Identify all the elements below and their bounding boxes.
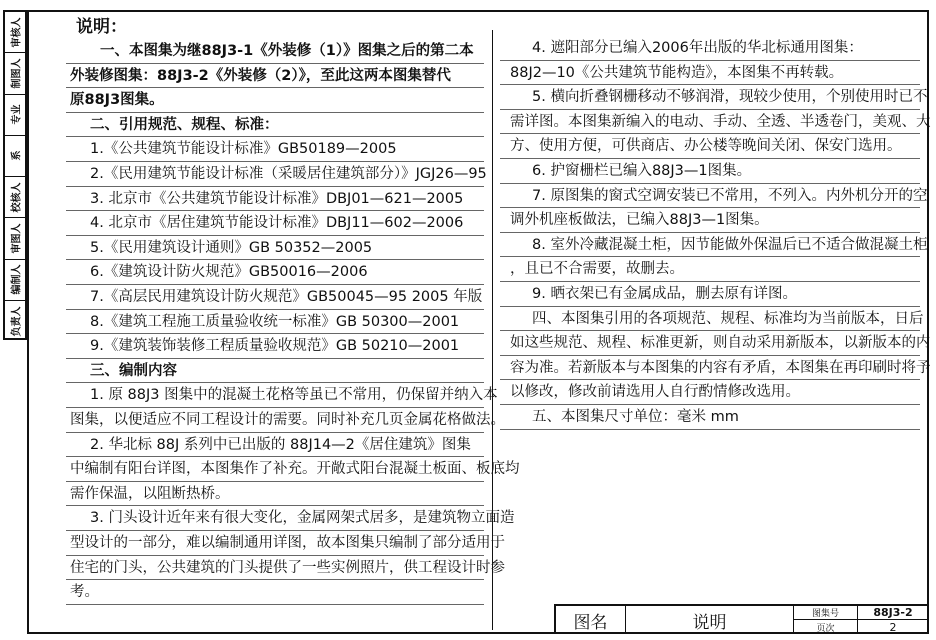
- text-line: 8.《建筑工程施工质量验收统一标准》GB 50300—2001: [90, 313, 460, 330]
- text-line: 型设计的一部分，难以编制通用详图，故本图集只编制了部分适用于: [70, 535, 505, 551]
- sidebar-cell: [5, 136, 25, 177]
- ruled-line: [500, 281, 920, 282]
- page-value: 2: [889, 620, 897, 634]
- text-line: 6.《建筑设计防火规范》GB50016—2006: [90, 264, 368, 281]
- ruled-line: [66, 112, 484, 113]
- ruled-line: [500, 306, 920, 307]
- ruled-line: [500, 379, 920, 380]
- text-line: 7. 原图集的窗式空调安装已不常用，不列入。内外机分开的空: [532, 187, 928, 204]
- ruled-line: [500, 330, 920, 331]
- text-line: 需详图。本图集新编入的电动、手动、全透、半透卷门，美观、大: [510, 113, 931, 130]
- ruled-line: [500, 84, 920, 85]
- ruled-line: [500, 133, 920, 134]
- sidebar-label: 制图人: [11, 58, 23, 89]
- text-line: 容为准。若新版本与本图集的内容有矛盾，本图集在再印刷时将予: [510, 359, 931, 376]
- sidebar-label: 编制人: [11, 264, 23, 295]
- title-heading: 说明：: [76, 17, 127, 37]
- text-line: 调外机座板做法，已编入88J3—1图集。: [510, 212, 769, 229]
- text-line: 9.《建筑装饰装修工程质量验收规范》GB 50210—2001: [90, 338, 460, 355]
- text-line: 方、使用方便，可供商店、办公楼等晚间关闭、保安门选用。: [510, 138, 902, 155]
- ruled-line: [500, 232, 920, 233]
- text-line: 2.《民用建筑节能设计标准（采暖居住建筑部分）》JGJ26—95: [90, 166, 487, 182]
- ruled-line: [66, 309, 484, 310]
- ruled-line: [500, 60, 920, 61]
- text-line: 如这些规范、规程、标准更新，则自动采用新版本，以新版本的内: [510, 335, 931, 352]
- ruled-line: [500, 404, 920, 405]
- text-line: 一、本图集为继88J3-1《外装修（1）》图集之后的第二本: [100, 43, 474, 59]
- sidebar-label: 专业: [11, 104, 23, 125]
- text-line: 4. 北京市《居住建筑节能设计标准》DBJ11—602—2006: [90, 215, 464, 232]
- sidebar-cell: [5, 260, 25, 301]
- ruled-line: [500, 109, 920, 110]
- title-text: 说明: [76, 17, 110, 37]
- text-line: 8. 室外冷藏混凝土柜，因节能做外保温后已不适合做混凝土柜: [532, 236, 928, 253]
- text-line: 9. 晒衣架已有金属成品，删去原有详图。: [532, 286, 797, 302]
- ruled-line: [500, 355, 920, 356]
- text-line: 4. 遮阳部分已编入2006年出版的华北标通用图集：: [532, 40, 863, 56]
- ruled-line: [500, 429, 920, 430]
- text-line: 6. 护窗栅栏已编入88J3—1图集。: [532, 163, 752, 179]
- ruled-line: [66, 186, 484, 187]
- ruled-line: [66, 407, 484, 408]
- ruled-line: [66, 235, 484, 236]
- text-line: 二、引用规范、规程、标准：: [90, 116, 279, 133]
- text-line: 外装修图集：88J3-2《外装修（2）》，至此这两本图集替代: [70, 67, 451, 84]
- ruled-line: [66, 358, 484, 359]
- sidebar-label: 负责人: [11, 306, 23, 337]
- ruled-line: [66, 579, 484, 580]
- atlas-label: 图集号: [794, 606, 858, 620]
- ruled-line: [500, 183, 920, 184]
- text-line: 中编制有阳台详图，本图集作了补充。开敞式阳台混凝土板面、板底均: [70, 461, 520, 478]
- ruled-line: [66, 432, 484, 433]
- atlas-value: 88J3-2: [858, 606, 928, 620]
- text-line: ，且已不合需要，故删去。: [510, 261, 684, 278]
- text-line: 1. 原 88J3 图集中的混凝土花格等虽已不常用，仍保留并纳入本: [90, 387, 498, 404]
- ruled-line: [66, 333, 484, 334]
- text-line: 5.《民用建筑设计通则》GB 50352—2005: [90, 239, 373, 256]
- text-line: 住宅的门头，公共建筑的门头提供了一些实例照片，供工程设计时参: [70, 559, 505, 576]
- title-block-name: 说明: [626, 606, 794, 634]
- title-block-label: 图名: [556, 606, 626, 634]
- ruled-line: [500, 158, 920, 159]
- ruled-line: [66, 284, 484, 285]
- text-line: 88J2—10《公共建筑节能构造》，本图集不再转载。: [510, 64, 844, 81]
- ruled-line: [66, 604, 484, 605]
- text-line: 五、本图集尺寸单位：毫米 mm: [532, 409, 739, 425]
- text-line: 三、编制内容: [90, 362, 177, 379]
- text-line: 7.《高层民用建筑设计防火规范》GB50045—95 2005 年版: [90, 289, 483, 305]
- sidebar-label: 系: [11, 150, 23, 161]
- ruled-line: [500, 256, 920, 257]
- text-line: 2. 华北标 88J 系列中已出版的 88J14—2《居住建筑》图集: [90, 436, 471, 453]
- text-line: 需作保温，以阻断热桥。: [70, 485, 230, 502]
- sidebar-cell: [5, 218, 25, 259]
- ruled-line: [500, 207, 920, 208]
- ruled-line: [66, 456, 484, 457]
- text-line: 3. 门头设计近年来有很大变化，金属网架式居多，是建筑物立面造: [90, 510, 515, 527]
- text-line: 3. 北京市《公共建筑节能设计标准》DBJ01—621—2005: [90, 190, 464, 207]
- text-line: 四、本图集引用的各项规范、规程、标准均为当前版本，日后: [532, 310, 924, 327]
- signature-sidebar: [3, 10, 27, 340]
- page-label: 页次: [794, 620, 858, 634]
- ruled-line: [66, 136, 484, 137]
- ruled-line: [66, 382, 484, 383]
- ruled-line: [66, 210, 484, 211]
- sidebar-label: 校核人: [11, 182, 23, 213]
- sidebar-cell: [5, 301, 25, 342]
- sidebar-cell: [5, 177, 25, 218]
- ruled-line: [66, 87, 484, 88]
- text-line: 以修改，修改前请选用人自行酌情修改选用。: [510, 384, 800, 401]
- sidebar-cell: [5, 53, 25, 94]
- text-line: 原88J3图集。: [70, 92, 164, 109]
- text-line: 5. 横向折叠钢栅移动不够润滑，现较少使用，个别使用时已不: [532, 89, 928, 106]
- ruled-line: [66, 259, 484, 260]
- text-line: 1.《公共建筑节能设计标准》GB50189—2005: [90, 141, 397, 158]
- ruled-line: [66, 161, 484, 162]
- ruled-line: [66, 63, 484, 64]
- ruled-line: [66, 530, 484, 531]
- sidebar-cell: [5, 95, 25, 136]
- sidebar-label: 审核人: [11, 17, 23, 48]
- text-line: 图集，以便适应不同工程设计的需要。同时补充几页金属花格做法。: [70, 412, 505, 428]
- sidebar-cell: [5, 12, 25, 53]
- ruled-line: [66, 505, 484, 506]
- title-block: [554, 604, 928, 634]
- sidebar-label: 审图人: [11, 223, 23, 254]
- ruled-line: [66, 481, 484, 482]
- ruled-line: [66, 555, 484, 556]
- text-line: 考。: [70, 584, 99, 601]
